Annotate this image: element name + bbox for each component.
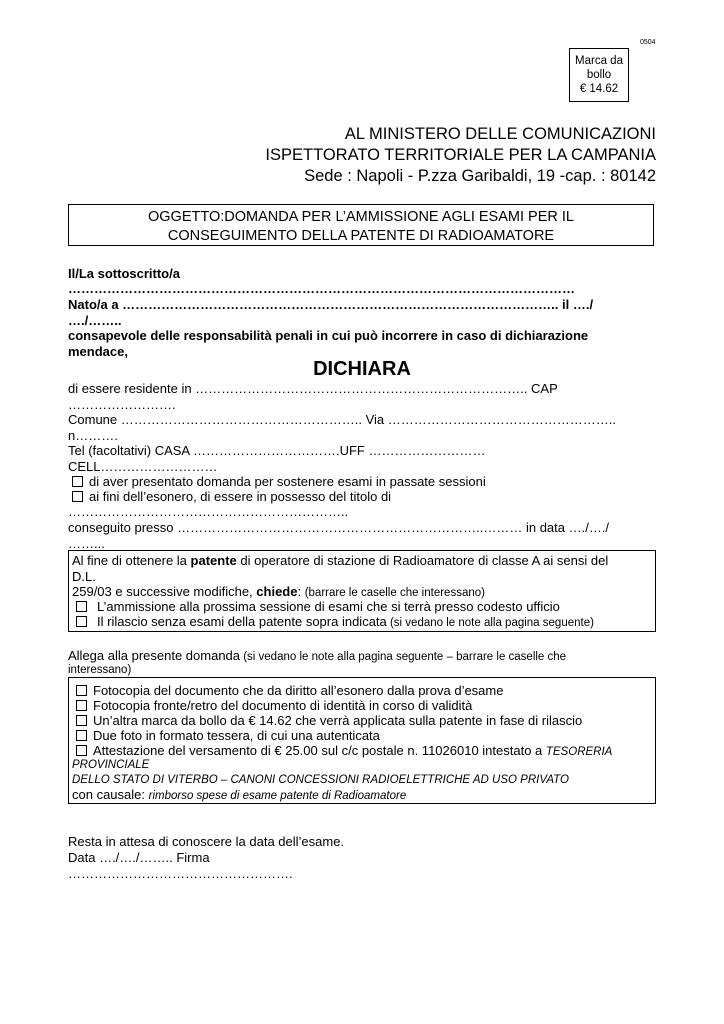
cell-field[interactable]: CELL……………………… <box>68 459 218 474</box>
checkbox-label: Un’altra marca da bollo da € 14.62 che verrà applicata sulla patente in fase di rilascio <box>93 713 583 728</box>
obtained-date-field[interactable]: ……... <box>68 536 105 551</box>
attach-intro <box>68 648 566 665</box>
checkbox-icon[interactable] <box>76 715 87 726</box>
request-text-bold: chiede <box>256 584 298 599</box>
stamp-line: bollo <box>586 69 612 81</box>
checkbox-label: di aver presentato domanda per sostenere esami in passate sessioni <box>89 474 486 489</box>
checkbox-icon[interactable] <box>72 476 83 487</box>
checkbox-note: (si vedano le note alla pagina seguente) <box>386 617 594 629</box>
street-number-field[interactable]: n………. <box>68 428 118 443</box>
request-text-note: (barrare le caselle che interessano) <box>304 587 485 599</box>
stamp-line: € 14.62 <box>579 83 619 95</box>
document-code: 0504 <box>640 39 656 46</box>
checkbox-row[interactable] <box>72 713 582 728</box>
checkbox-label: Il rilascio senza esami della patente sopra indicata <box>97 614 387 629</box>
request-text-part: di operatore di stazione di Radioamatore di classe A ai sensi del <box>236 553 609 568</box>
checkbox-row[interactable] <box>72 599 560 614</box>
phone-field[interactable]: Tel (facoltativi) CASA …………………………….UFF ……………………… <box>68 443 486 458</box>
awareness-text: consapevole delle responsabilità penali in cui può incorrere in caso di dichiarazione <box>68 328 589 343</box>
undersigned-label: Il/La sottoscritto/a <box>68 266 180 281</box>
checkbox-label: Attestazione del versamento di € 25.00 sul c/c postale n. 11026010 intestato a <box>93 743 546 758</box>
checkbox-label: Fotocopia fronte/retro del documento di identità in corso di validità <box>93 698 473 713</box>
checkbox-row[interactable] <box>72 614 594 631</box>
request-text <box>72 553 608 568</box>
title-dotted-field[interactable]: ……………………………………………………….. <box>68 504 349 519</box>
request-text: D.L. <box>72 569 96 584</box>
subject-line: OGGETTO:DOMANDA PER L’AMMISSIONE AGLI ESAMI PER IL <box>148 209 574 225</box>
birth-date-field[interactable]: …./…….. <box>68 313 122 328</box>
awareness-text: mendace, <box>68 344 128 359</box>
checkbox-icon[interactable] <box>76 601 87 612</box>
request-text-part: 259/03 e successive modifiche, <box>72 584 257 599</box>
checkbox-label: ai fini dell’esonero, di essere in possesso del titolo di <box>89 489 392 504</box>
comune-field[interactable]: Comune ……………………………………………….. Via …………………………………………….. <box>68 412 616 427</box>
attachments-box <box>68 677 656 804</box>
payment-recipient: DELLO STATO DI VITERBO – CANONI CONCESSIONI RADIOELETTRICHE AD USO PRIVATO <box>72 774 569 786</box>
residence-field[interactable]: di essere residente in ………………………………………………………………….. CAP <box>68 381 558 396</box>
checkbox-label: Due foto in formato tessera, di cui una autenticata <box>93 728 380 743</box>
attach-intro-text: Allega alla presente domanda <box>68 648 241 663</box>
checkbox-label: Fotocopia del documento che da diritto all’esonero dalla prova d’esame <box>93 683 504 698</box>
subject-line: CONSEGUIMENTO DELLA PATENTE DI RADIOAMATORE <box>167 228 555 244</box>
birth-field[interactable]: Nato/a a ……………………………………………………………………………………….. il …./ <box>68 297 594 312</box>
stamp-line: Marca da <box>575 55 623 67</box>
checkbox-icon[interactable] <box>76 745 87 756</box>
subject-box <box>68 204 654 246</box>
checkbox-row[interactable] <box>68 474 486 489</box>
payment-cause <box>72 787 406 804</box>
recipient-line-2: ISPETTORATO TERRITORIALE PER LA CAMPANIA <box>265 146 656 164</box>
revenue-stamp-box <box>569 48 629 102</box>
obtained-field[interactable]: conseguito presso ……………………………………………………………..……… in data …./…./ <box>68 520 610 535</box>
cause-text: rimborso spese di esame patente di Radioamatore <box>148 790 407 802</box>
attach-intro-note: interessano) <box>68 664 132 676</box>
payment-recipient: TESORERIA <box>545 746 613 758</box>
checkbox-label: L’ammissione alla prossima sessione di esami che si terrà presso codesto ufficio <box>97 599 560 614</box>
checkbox-row[interactable] <box>68 489 391 504</box>
signature-dotted-field[interactable]: ……………………………………………. <box>68 866 293 881</box>
checkbox-icon[interactable] <box>72 491 83 502</box>
request-box <box>68 550 656 632</box>
request-text-part: Al fine di ottenere la <box>72 553 191 568</box>
cap-field[interactable]: ……………………. <box>68 397 176 412</box>
checkbox-row[interactable] <box>72 683 503 698</box>
closing-text: Resta in attesa di conoscere la data dell’esame. <box>68 834 345 849</box>
date-signature-field[interactable]: Data …./…./…….. Firma <box>68 850 210 865</box>
request-text-part: : <box>297 584 305 599</box>
checkbox-icon[interactable] <box>76 685 87 696</box>
checkbox-icon[interactable] <box>76 700 87 711</box>
cause-label: con causale: <box>72 787 149 802</box>
checkbox-row[interactable] <box>72 743 612 760</box>
checkbox-icon[interactable] <box>76 730 87 741</box>
checkbox-row[interactable] <box>72 728 380 743</box>
declares-heading: DICHIARA <box>313 358 411 380</box>
attach-intro-note: (si vedano le note alla pagina seguente – barrare le caselle che <box>240 651 567 663</box>
name-dotted-field[interactable]: ……………………………………………………………………………………………………… <box>68 281 575 296</box>
checkbox-row[interactable] <box>72 698 472 713</box>
recipient-line-3: Sede : Napoli - P.zza Garibaldi, 19 -cap. : 80142 <box>304 167 656 185</box>
payment-recipient: PROVINCIALE <box>72 759 150 771</box>
recipient-line-1: AL MINISTERO DELLE COMUNICAZIONI <box>344 125 656 143</box>
request-text-bold: patente <box>190 553 237 568</box>
checkbox-icon[interactable] <box>76 616 87 627</box>
